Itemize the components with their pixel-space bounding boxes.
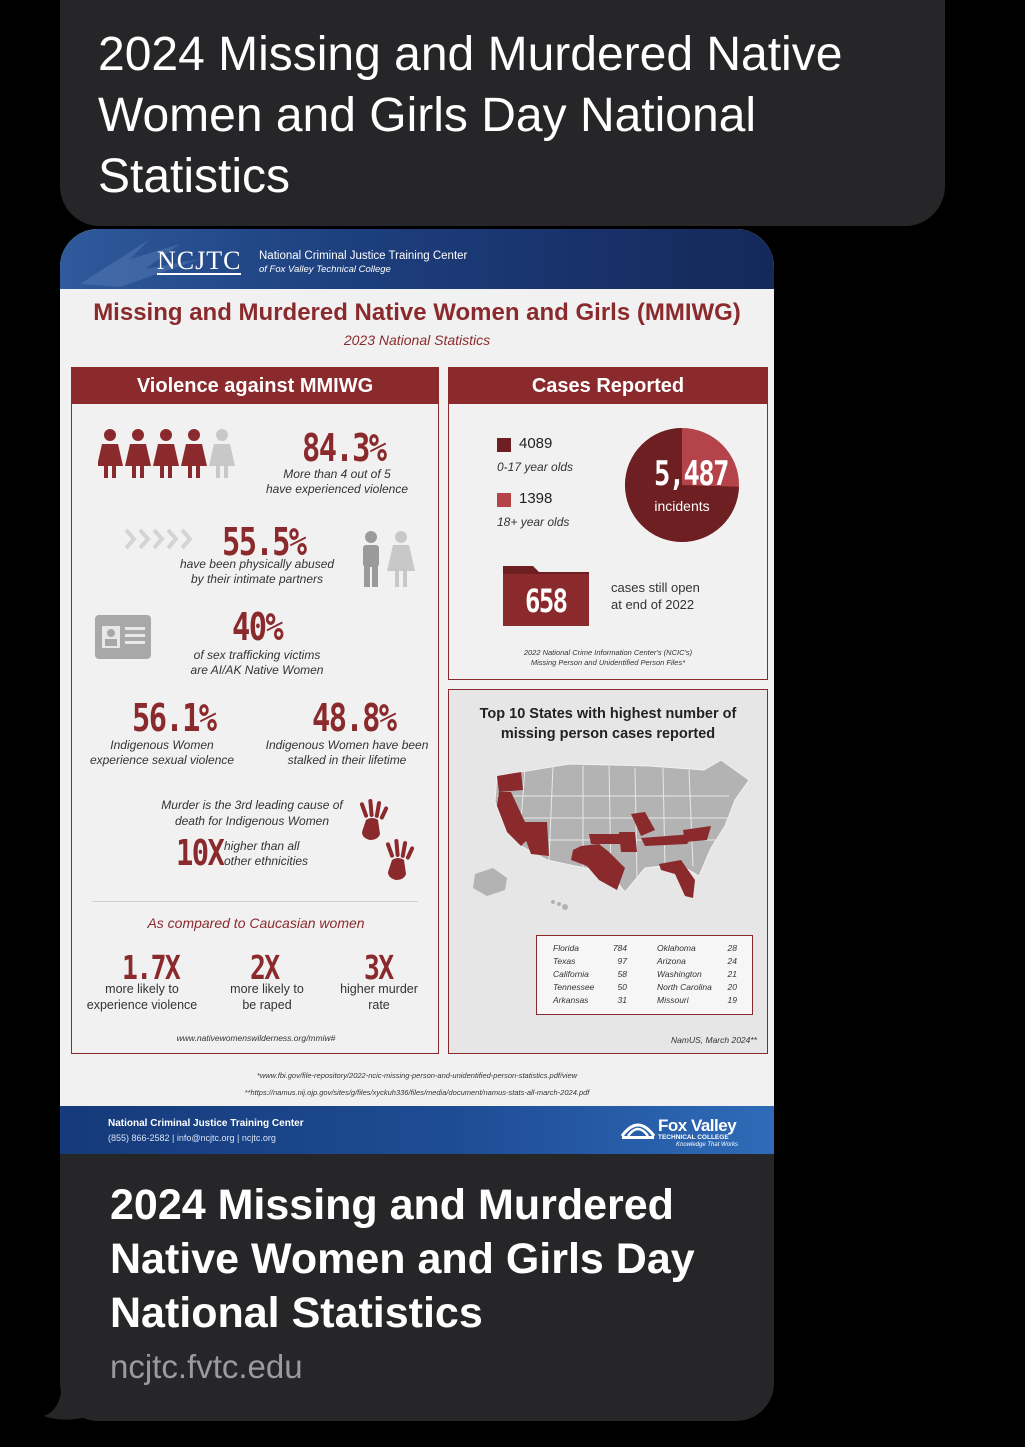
stat-40-value: 40% (232, 605, 283, 649)
footer-contact: (855) 866-2582 | info@ncjtc.org | ncjtc.org (108, 1133, 276, 1143)
infographic-image (60, 229, 774, 1154)
state-count: 97 (617, 956, 627, 966)
couple-icon (359, 530, 417, 590)
state-count: 20 (727, 982, 737, 992)
state-name: Arkansas (553, 995, 589, 1005)
compare-1-line2: experience violence (86, 998, 198, 1012)
stat-56-caption-2: experience sexual violence (89, 753, 235, 767)
compare-1-value: 1.7X (122, 948, 180, 987)
state-name: Oklahoma (657, 943, 696, 953)
violence-panel (71, 367, 439, 1054)
legend-swatch-18plus (497, 493, 511, 507)
compare-heading: As compared to Caucasian women (147, 915, 365, 931)
stat-55-caption-1: have been physically abused (179, 557, 335, 571)
compare-2-line2: be raped (242, 998, 292, 1012)
infographic-header (60, 229, 774, 289)
open-cases-line2: at end of 2022 (611, 597, 695, 612)
stat-48-value: 48.8% (312, 696, 396, 740)
footnote-namus: **https://namus.nij.ojp.gov/sites/g/files/xyckuh336/files/media/document/namus-stats-all-march-2024.pdf (244, 1088, 590, 1097)
state-count: 28 (727, 943, 737, 953)
header-org-name: National Criminal Justice Training Center (259, 250, 468, 262)
stat-40-caption-2: are AI/AK Native Women (190, 663, 324, 677)
state-name: Washington (657, 969, 702, 979)
state-name: Tennessee (553, 982, 595, 992)
compare-2-value: 2X (250, 948, 279, 987)
group1-value: 4089 (519, 435, 553, 452)
compare-1-line1: more likely to (105, 982, 179, 996)
state-count: 19 (727, 995, 737, 1005)
footer-org-name: National Criminal Justice Training Center (108, 1118, 304, 1129)
cases-source-1: 2022 National Crime Information Center's (NCIC's) (523, 648, 693, 657)
link-preview-card[interactable] (60, 229, 774, 1421)
group1-label: 0-17 year olds (497, 460, 574, 474)
stat-55-value: 55.5% (222, 520, 306, 564)
total-incidents-value: 5,487 (654, 454, 728, 494)
stat-56-caption-1: Indigenous Women (110, 738, 214, 752)
cases-panel (448, 367, 768, 680)
compare-3-line1: higher murder (340, 982, 418, 996)
handprints-icon (354, 798, 424, 884)
states-heading-1: Top 10 States with highest number of (479, 706, 737, 722)
header-org-sub: of Fox Valley Technical College (259, 264, 391, 275)
state-count: 21 (727, 969, 737, 979)
cases-heading: Cases Reported (449, 368, 767, 404)
compare-3-line2: rate (368, 998, 390, 1012)
bubble-tail-icon (42, 1386, 82, 1420)
compare-3-value: 3X (364, 948, 393, 987)
state-count: 31 (617, 995, 627, 1005)
group2-label: 18+ year olds (497, 515, 570, 529)
violence-heading: Violence against MMIWG (72, 368, 438, 404)
murder-caption-2: death for Indigenous Women (174, 814, 330, 828)
compare-2-line1: more likely to (230, 982, 304, 996)
hawaii-shape (551, 900, 568, 910)
stat-84-value: 84.3% (302, 426, 386, 470)
divider (92, 901, 418, 902)
murder-10x-caption-1: higher than all (224, 839, 300, 853)
violence-source: www.nativewomenswilderness.org/mmiw# (176, 1033, 336, 1043)
states-table (536, 935, 753, 1015)
stat-55-caption-2: by their intimate partners (190, 572, 324, 586)
state-name: North Carolina (657, 982, 712, 992)
total-incidents-label: incidents (654, 498, 710, 514)
open-cases-value: 658 (525, 582, 567, 620)
stat-84-caption-2: have experienced violence (265, 482, 409, 496)
infographic-subtitle: 2023 National Statistics (343, 332, 491, 348)
women-figures-icon (98, 428, 238, 480)
group2-value: 1398 (519, 490, 553, 507)
state-name: California (553, 969, 589, 979)
stat-48-caption-1: Indigenous Women have been (265, 738, 429, 752)
murder-10x-value: 10X (176, 833, 224, 874)
stat-56-value: 56.1% (132, 696, 216, 740)
stat-84-caption-1: More than 4 out of 5 (283, 467, 391, 481)
fox-valley-sub: TECHNICAL COLLEGE (658, 1134, 729, 1141)
cases-source-2: Missing Person and Unidentified Person Files* (530, 658, 686, 667)
states-col-right-counts (723, 942, 737, 1007)
states-col-left-names (553, 942, 594, 1007)
message-bubble[interactable] (60, 0, 945, 226)
alaska-shape (473, 868, 507, 896)
state-name: Missouri (657, 995, 689, 1005)
states-source: NamUS, March 2024** (671, 1035, 757, 1045)
states-col-right-names (657, 942, 712, 1007)
chevrons-icon (122, 526, 202, 552)
link-preview-title[interactable]: 2024 Missing and Murdered Native Women and Girls Day National Statistics (110, 1181, 695, 1337)
open-cases-line1: cases still open (611, 580, 700, 595)
fox-valley-logo-icon (620, 1116, 656, 1142)
legend-swatch-0-17 (497, 438, 511, 452)
infographic-footer (60, 1106, 774, 1154)
states-col-left-counts (611, 942, 627, 1007)
footnote-fbi: *www.fbi.gov/file-repository/2022-ncic-missing-person-and-unidentified-person-statistics.pdf/view (256, 1071, 578, 1080)
murder-caption-1: Murder is the 3rd leading cause of (161, 798, 343, 812)
state-count: 58 (617, 969, 627, 979)
state-count: 24 (727, 956, 737, 966)
stat-40-caption-1: of sex trafficking victims (193, 648, 321, 662)
fox-valley-name: Fox Valley (658, 1116, 737, 1135)
id-card-icon (94, 614, 152, 660)
link-preview-domain[interactable]: ncjtc.fvtc.edu (110, 1348, 303, 1385)
state-count: 784 (612, 943, 627, 953)
ncjtc-logo: NCJTC (157, 246, 242, 275)
state-name: Florida (553, 943, 579, 953)
murder-10x-caption-2: other ethnicities (224, 854, 309, 868)
state-name: Texas (553, 956, 576, 966)
state-count: 50 (617, 982, 627, 992)
state-name: Arizona (657, 956, 686, 966)
stat-48-caption-2: stalked in their lifetime (287, 753, 407, 767)
us-states-map (449, 756, 767, 916)
message-text: 2024 Missing and Murdered Native Women and Girls Day National Statistics (98, 28, 843, 203)
infographic-title: Missing and Murdered Native Women and Girls (MMIWG) (93, 299, 741, 326)
fox-valley-tagline: Knowledge That Works (676, 1142, 739, 1148)
states-heading-2: missing person cases reported (500, 726, 716, 742)
